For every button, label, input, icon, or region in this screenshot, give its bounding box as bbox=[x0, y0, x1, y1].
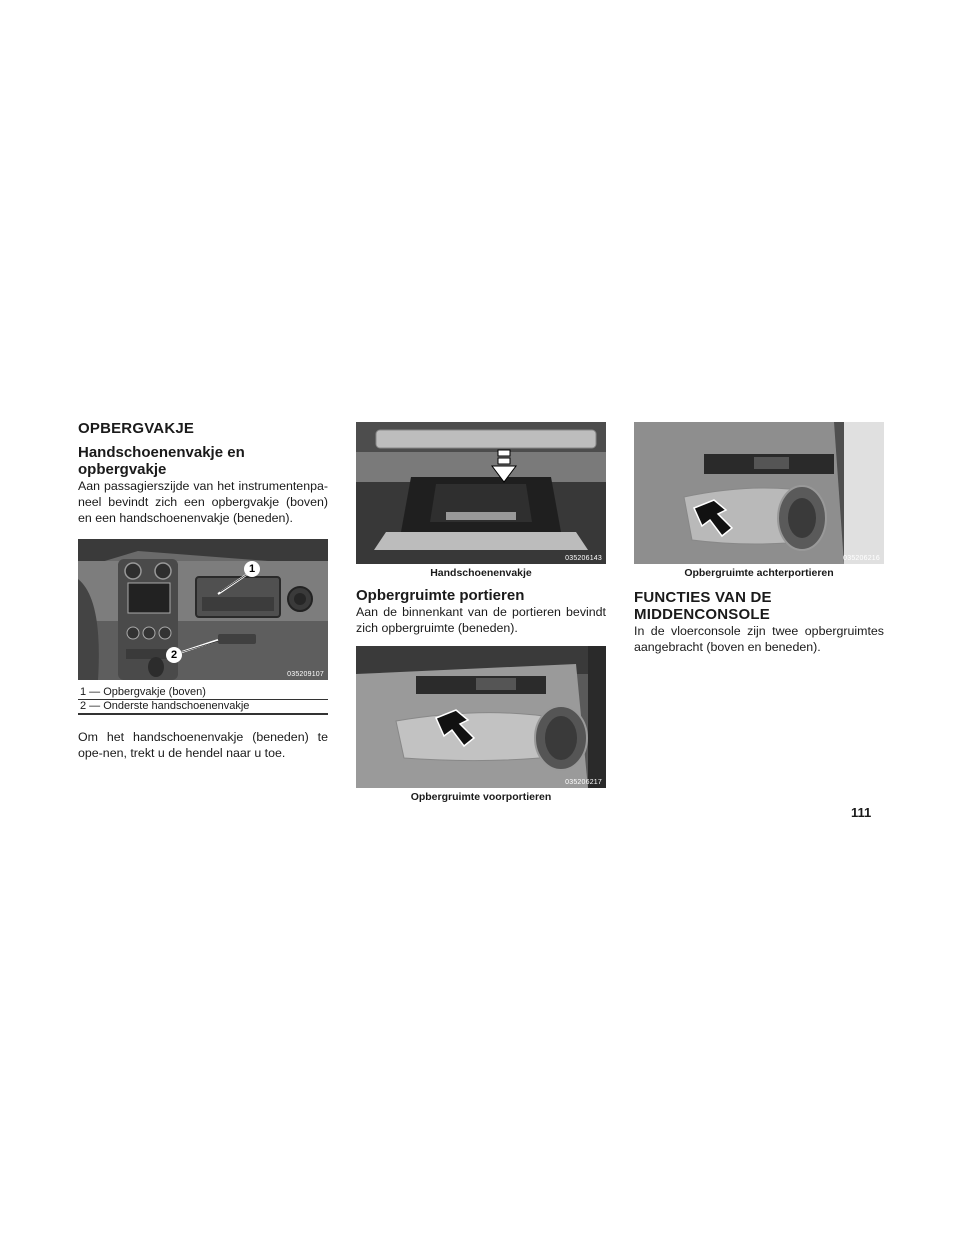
dashboard-illustration bbox=[78, 539, 328, 680]
section-title-console-line2: MIDDENCONSOLE bbox=[634, 606, 770, 623]
legend-item-1: 1 — Opbergvakje (boven) bbox=[78, 686, 328, 700]
column-middle bbox=[356, 422, 606, 803]
callout-1: 1 bbox=[244, 561, 260, 577]
subsection-title-doors: Opbergruimte portieren bbox=[356, 587, 525, 604]
front-door-illustration bbox=[356, 646, 606, 788]
glovebox-illustration bbox=[356, 422, 606, 564]
subsection-title-glovebox: Handschoenenvakje en opbergvakje bbox=[78, 444, 245, 478]
figure-caption: Opbergruimte voorportieren bbox=[410, 791, 552, 803]
figure-caption: Handschoenenvakje bbox=[430, 567, 532, 579]
legend-item-2: 2 — Onderste handschoenenvakje bbox=[78, 700, 328, 715]
front-door-photo bbox=[356, 646, 606, 788]
figure-ref: 035206217 bbox=[565, 779, 602, 786]
figure-caption: Opbergruimte achterportieren bbox=[684, 567, 834, 579]
dashboard-photo bbox=[78, 539, 328, 680]
glovebox-photo bbox=[356, 422, 606, 564]
console-paragraph: In de vloerconsole zijn twee opbergruimtes aangebracht (boven en beneden). bbox=[634, 624, 884, 654]
callout-2: 2 bbox=[166, 647, 182, 663]
figure-ref: 035209107 bbox=[287, 671, 324, 678]
figure-legend bbox=[78, 686, 328, 715]
rear-door-photo bbox=[634, 422, 884, 564]
figure-ref: 035206143 bbox=[565, 555, 602, 562]
page-number: 111 bbox=[851, 805, 872, 820]
section-title-opbergvakje: OPBERGVAKJE bbox=[78, 420, 195, 437]
column-left bbox=[78, 420, 328, 761]
intro-paragraph: Aan passagierszijde van het instrumentenpa-neel bevindt zich een opbergvakje (boven) en een handschoenenvakje (beneden). bbox=[78, 479, 328, 525]
figure-ref: 035206216 bbox=[843, 555, 880, 562]
column-right bbox=[634, 422, 884, 655]
section-title-console-line1: FUNCTIES VAN DE bbox=[634, 589, 772, 606]
doors-paragraph: Aan de binnenkant van de portieren bevindt zich opbergruimte (beneden). bbox=[356, 605, 606, 635]
rear-door-illustration bbox=[634, 422, 884, 564]
open-instruction-paragraph: Om het handschoenenvakje (beneden) te ope-nen, trekt u de hendel naar u toe. bbox=[78, 730, 328, 760]
